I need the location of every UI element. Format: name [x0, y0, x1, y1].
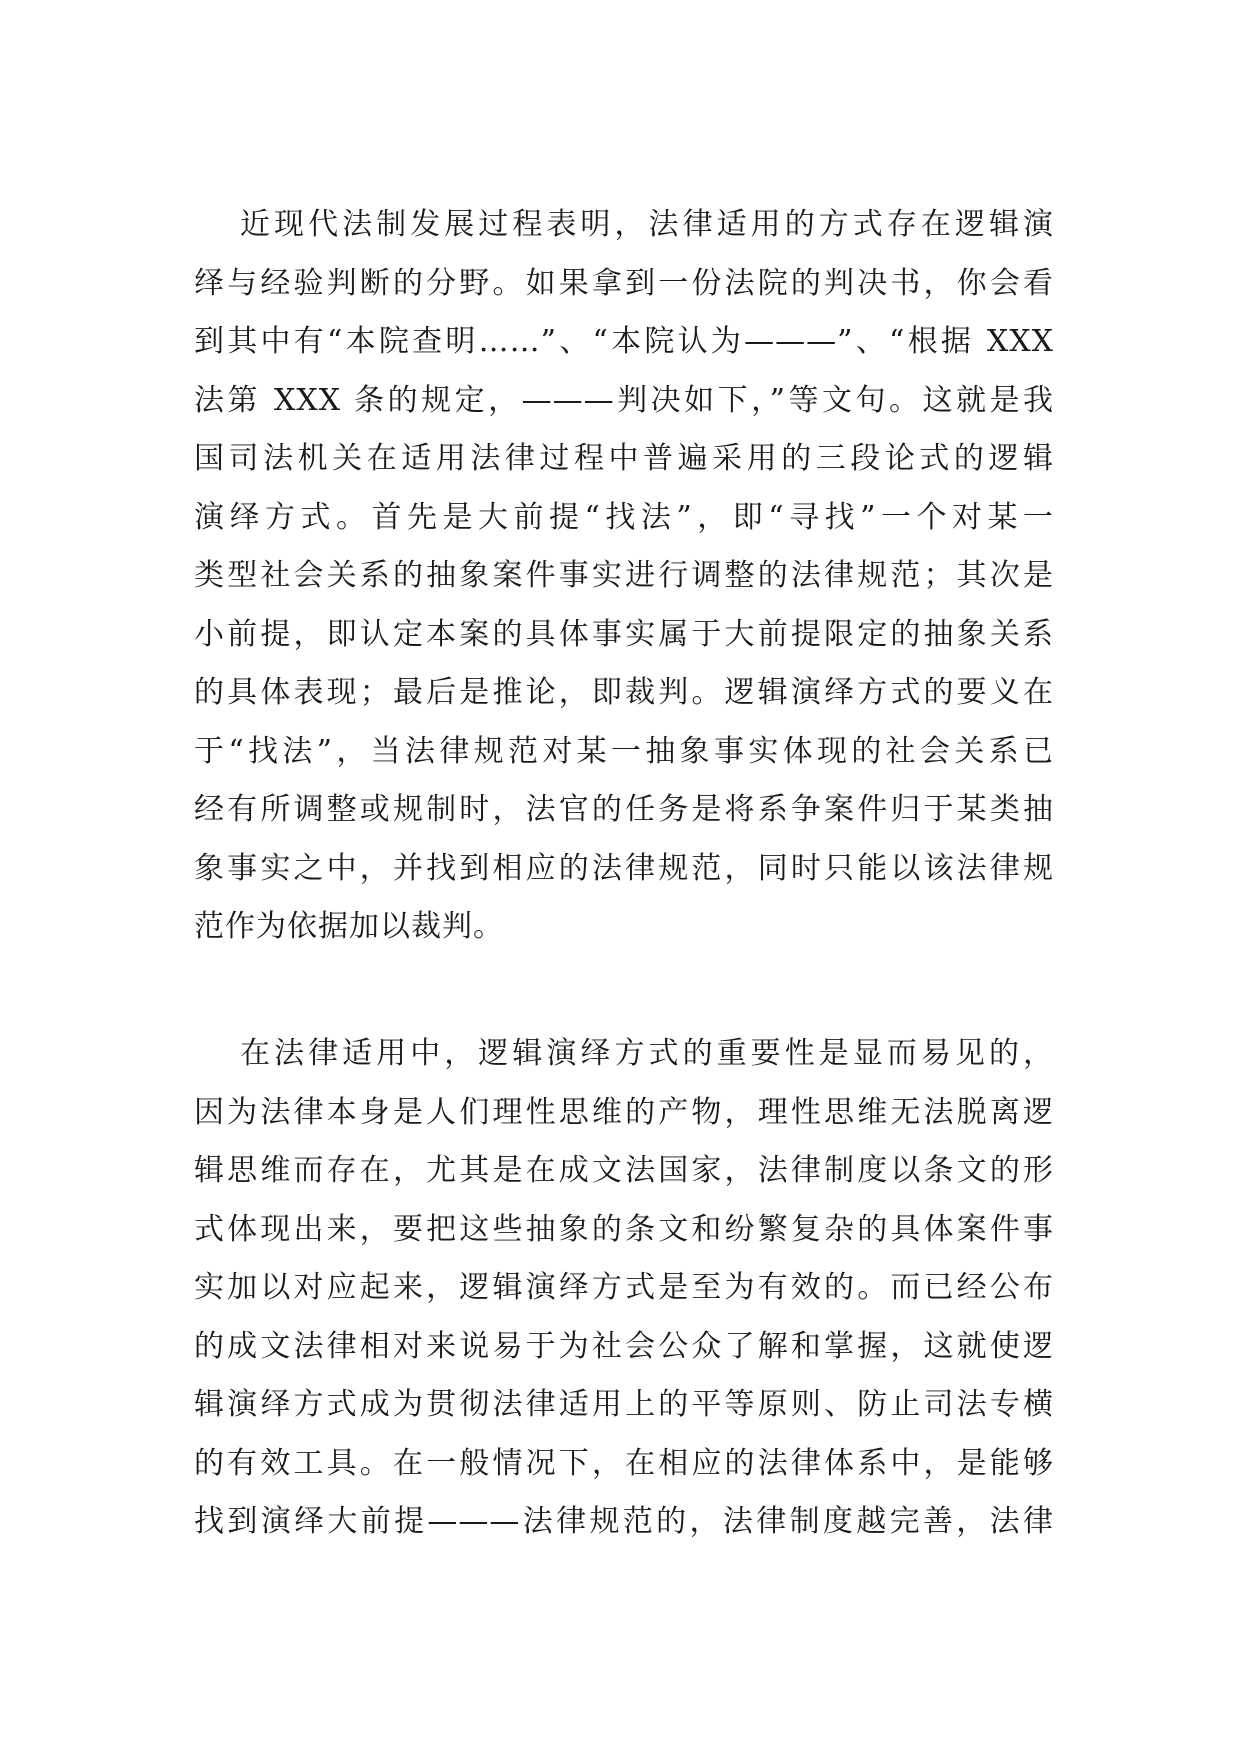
text-line: 在法律适用中，逻辑演绎方式的重要性是显而易见的， — [240, 1036, 1054, 1071]
text-line: 经有所调整或规制时，法官的任务是将系争案件归于某类抽 — [194, 792, 1054, 827]
text-line: 于“找法”，当法律规范对某一抽象事实体现的社会关系已 — [194, 733, 1054, 769]
text-line: 的有效工具。在一般情况下，在相应的法律体系中，是能够 — [194, 1445, 1054, 1481]
paragraph-2 — [194, 1025, 1054, 1552]
text-line: 的具体表现；最后是推论，即裁判。逻辑演绎方式的要义在 — [194, 675, 1054, 710]
paragraph-1 — [194, 196, 1054, 957]
text-line: 类型社会关系的抽象案件事实进行调整的法律规范；其次是 — [194, 558, 1054, 593]
text-line: 的成文法律相对来说易于为社会公众了解和掌握，这就使逻 — [194, 1328, 1054, 1364]
text-line: 国司法机关在适用法律过程中普遍采用的三段论式的逻辑 — [194, 441, 1054, 476]
text-line: 小前提，即认定本案的具体事实属于大前提限定的抽象关系 — [194, 616, 1054, 652]
text-line: 辑思维而存在，尤其是在成文法国家，法律制度以条文的形 — [194, 1153, 1054, 1188]
text-line: 绎与经验判断的分野。如果拿到一份法院的判决书，你会看 — [194, 265, 1054, 301]
text-line: 到其中有“本院查明……”、“本院认为———”、“根据 XXX — [194, 324, 1054, 359]
text-line: 象事实之中，并找到相应的法律规范，同时只能以该法律规 — [194, 850, 1054, 886]
text-line: 近现代法制发展过程表明，法律适用的方式存在逻辑演 — [240, 207, 1054, 242]
text-line: 找到演绎大前提———法律规范的，法律制度越完善，法律 — [194, 1504, 1054, 1539]
text-line: 实加以对应起来，逻辑演绎方式是至为有效的。而已经公布 — [194, 1270, 1054, 1305]
text-line: 辑演绎方式成为贯彻法律适用上的平等原则、防止司法专横 — [194, 1387, 1054, 1422]
text-line: 法第 XXX 条的规定，———判决如下，”等文句。这就是我 — [194, 382, 1054, 418]
text-line: 式体现出来，要把这些抽象的条文和纷繁复杂的具体案件事 — [194, 1211, 1054, 1247]
text-line: 演绎方式。首先是大前提“找法”，即“寻找”一个对某一 — [194, 499, 1054, 535]
text-line: 范作为依据加以裁判。 — [194, 909, 504, 944]
text-line: 因为法律本身是人们理性思维的产物，理性思维无法脱离逻 — [194, 1094, 1054, 1130]
